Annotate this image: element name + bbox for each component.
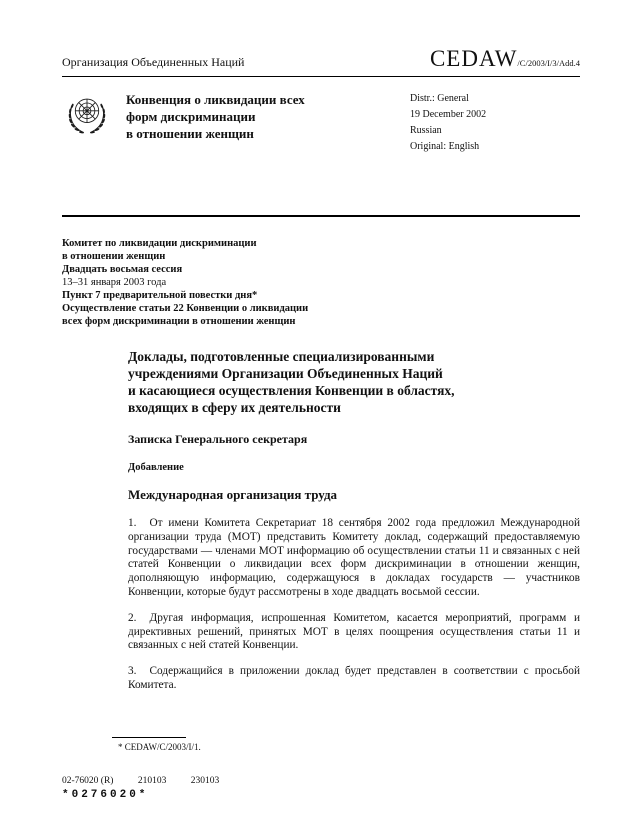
document-number: 02-76020 (R) xyxy=(62,776,114,786)
masthead-rule xyxy=(62,215,580,217)
document-body xyxy=(128,348,580,693)
page-footer xyxy=(62,776,241,801)
masthead-top-row xyxy=(62,46,580,77)
convention-title-line: форм дискриминации xyxy=(126,109,256,124)
document-title-line: входящих в сферу их деятельности xyxy=(128,400,341,415)
convention-title-line: Конвенция о ликвидации всех xyxy=(126,92,305,107)
convention-title-line: в отношении женщин xyxy=(126,126,254,141)
distr-language: Russian xyxy=(410,125,442,136)
committee-block xyxy=(62,237,580,328)
document-title-line: и касающиеся осуществления Конвенции в областях, xyxy=(128,383,455,398)
paragraph-text: От имени Комитета Секретариат 18 сентября 2002 года предложил Международной организации труда (МОТ) представить Комитету доклад, содержащий предоставляемую государствами — членами МОТ информацию об осуществлении статьи 11 и связанных с ней статей Конвенции о ликвидации всех форм дискриминации в отношении женщин, дополняющую информацию, содержащуюся в докладах государств — участников Конвенции, которые будут рассмотрены в ходе двадцать восьмой сессии. xyxy=(128,517,580,598)
note-by-heading: Записка Генерального секретаря xyxy=(128,432,308,446)
paragraph-number: 3. xyxy=(128,665,137,678)
agenda-item: Пункт 7 предварительной повестки дня* xyxy=(62,290,258,301)
document-title xyxy=(128,348,508,416)
convention-title xyxy=(126,89,305,142)
paragraph-text: Содержащийся в приложении доклад будет представлен в соответствии с просьбой Комитета. xyxy=(128,665,580,691)
committee-name-line-2: в отношении женщин xyxy=(62,251,166,262)
distr-date: 19 December 2002 xyxy=(410,109,487,120)
footnote xyxy=(112,737,201,752)
paragraph-3 xyxy=(128,665,580,693)
paragraph-1 xyxy=(128,517,580,600)
footnote-rule xyxy=(112,737,186,738)
agenda-subject-line-2: всех форм дискриминации в отношении женщин xyxy=(62,316,296,327)
paragraph-text: Другая информация, испрошенная Комитетом, касается мероприятий, программ и директивных решений, принятых МОТ в целях поощрения осуществления статьи 11 и связанных с ней статей Конвенции. xyxy=(128,611,580,652)
masthead xyxy=(62,46,580,215)
footer-codes xyxy=(62,776,241,786)
section-heading: Международная организация труда xyxy=(128,487,338,502)
org-name: Организация Объединенных Наций xyxy=(62,55,245,69)
footnote-text: * CEDAW/C/2003/I/1. xyxy=(118,742,201,752)
document-symbol xyxy=(430,46,580,72)
session-name: Двадцать восьмая сессия xyxy=(62,264,183,275)
paragraph-number: 2. xyxy=(128,611,137,624)
document-symbol-suffix: /C/2003/I/3/Add.4 xyxy=(517,58,580,68)
paragraph-number: 1. xyxy=(128,517,137,529)
document-title-line: Доклады, подготовленные специализированными xyxy=(128,349,435,364)
addendum-heading: Добавление xyxy=(128,462,184,473)
distr-line: Distr.: General xyxy=(410,93,469,104)
un-emblem-icon xyxy=(62,91,112,145)
barcode-text: *0276020* xyxy=(62,789,149,801)
distribution-block xyxy=(410,89,580,155)
masthead-mid-row xyxy=(62,89,580,215)
footer-code-2: 230103 xyxy=(190,776,220,786)
distr-original: Original: English xyxy=(410,141,480,152)
document-title-line: учреждениями Организации Объединенных Наций xyxy=(128,366,443,381)
agenda-subject-line-1: Осуществление статьи 22 Конвенции о ликвидации xyxy=(62,303,309,314)
session-dates: 13–31 января 2003 года xyxy=(62,277,167,288)
committee-name-line-1: Комитет по ликвидации дискриминации xyxy=(62,238,257,249)
document-symbol-main: CEDAW xyxy=(429,46,518,71)
paragraph-2 xyxy=(128,612,580,653)
footer-code-1: 210103 xyxy=(137,776,167,786)
